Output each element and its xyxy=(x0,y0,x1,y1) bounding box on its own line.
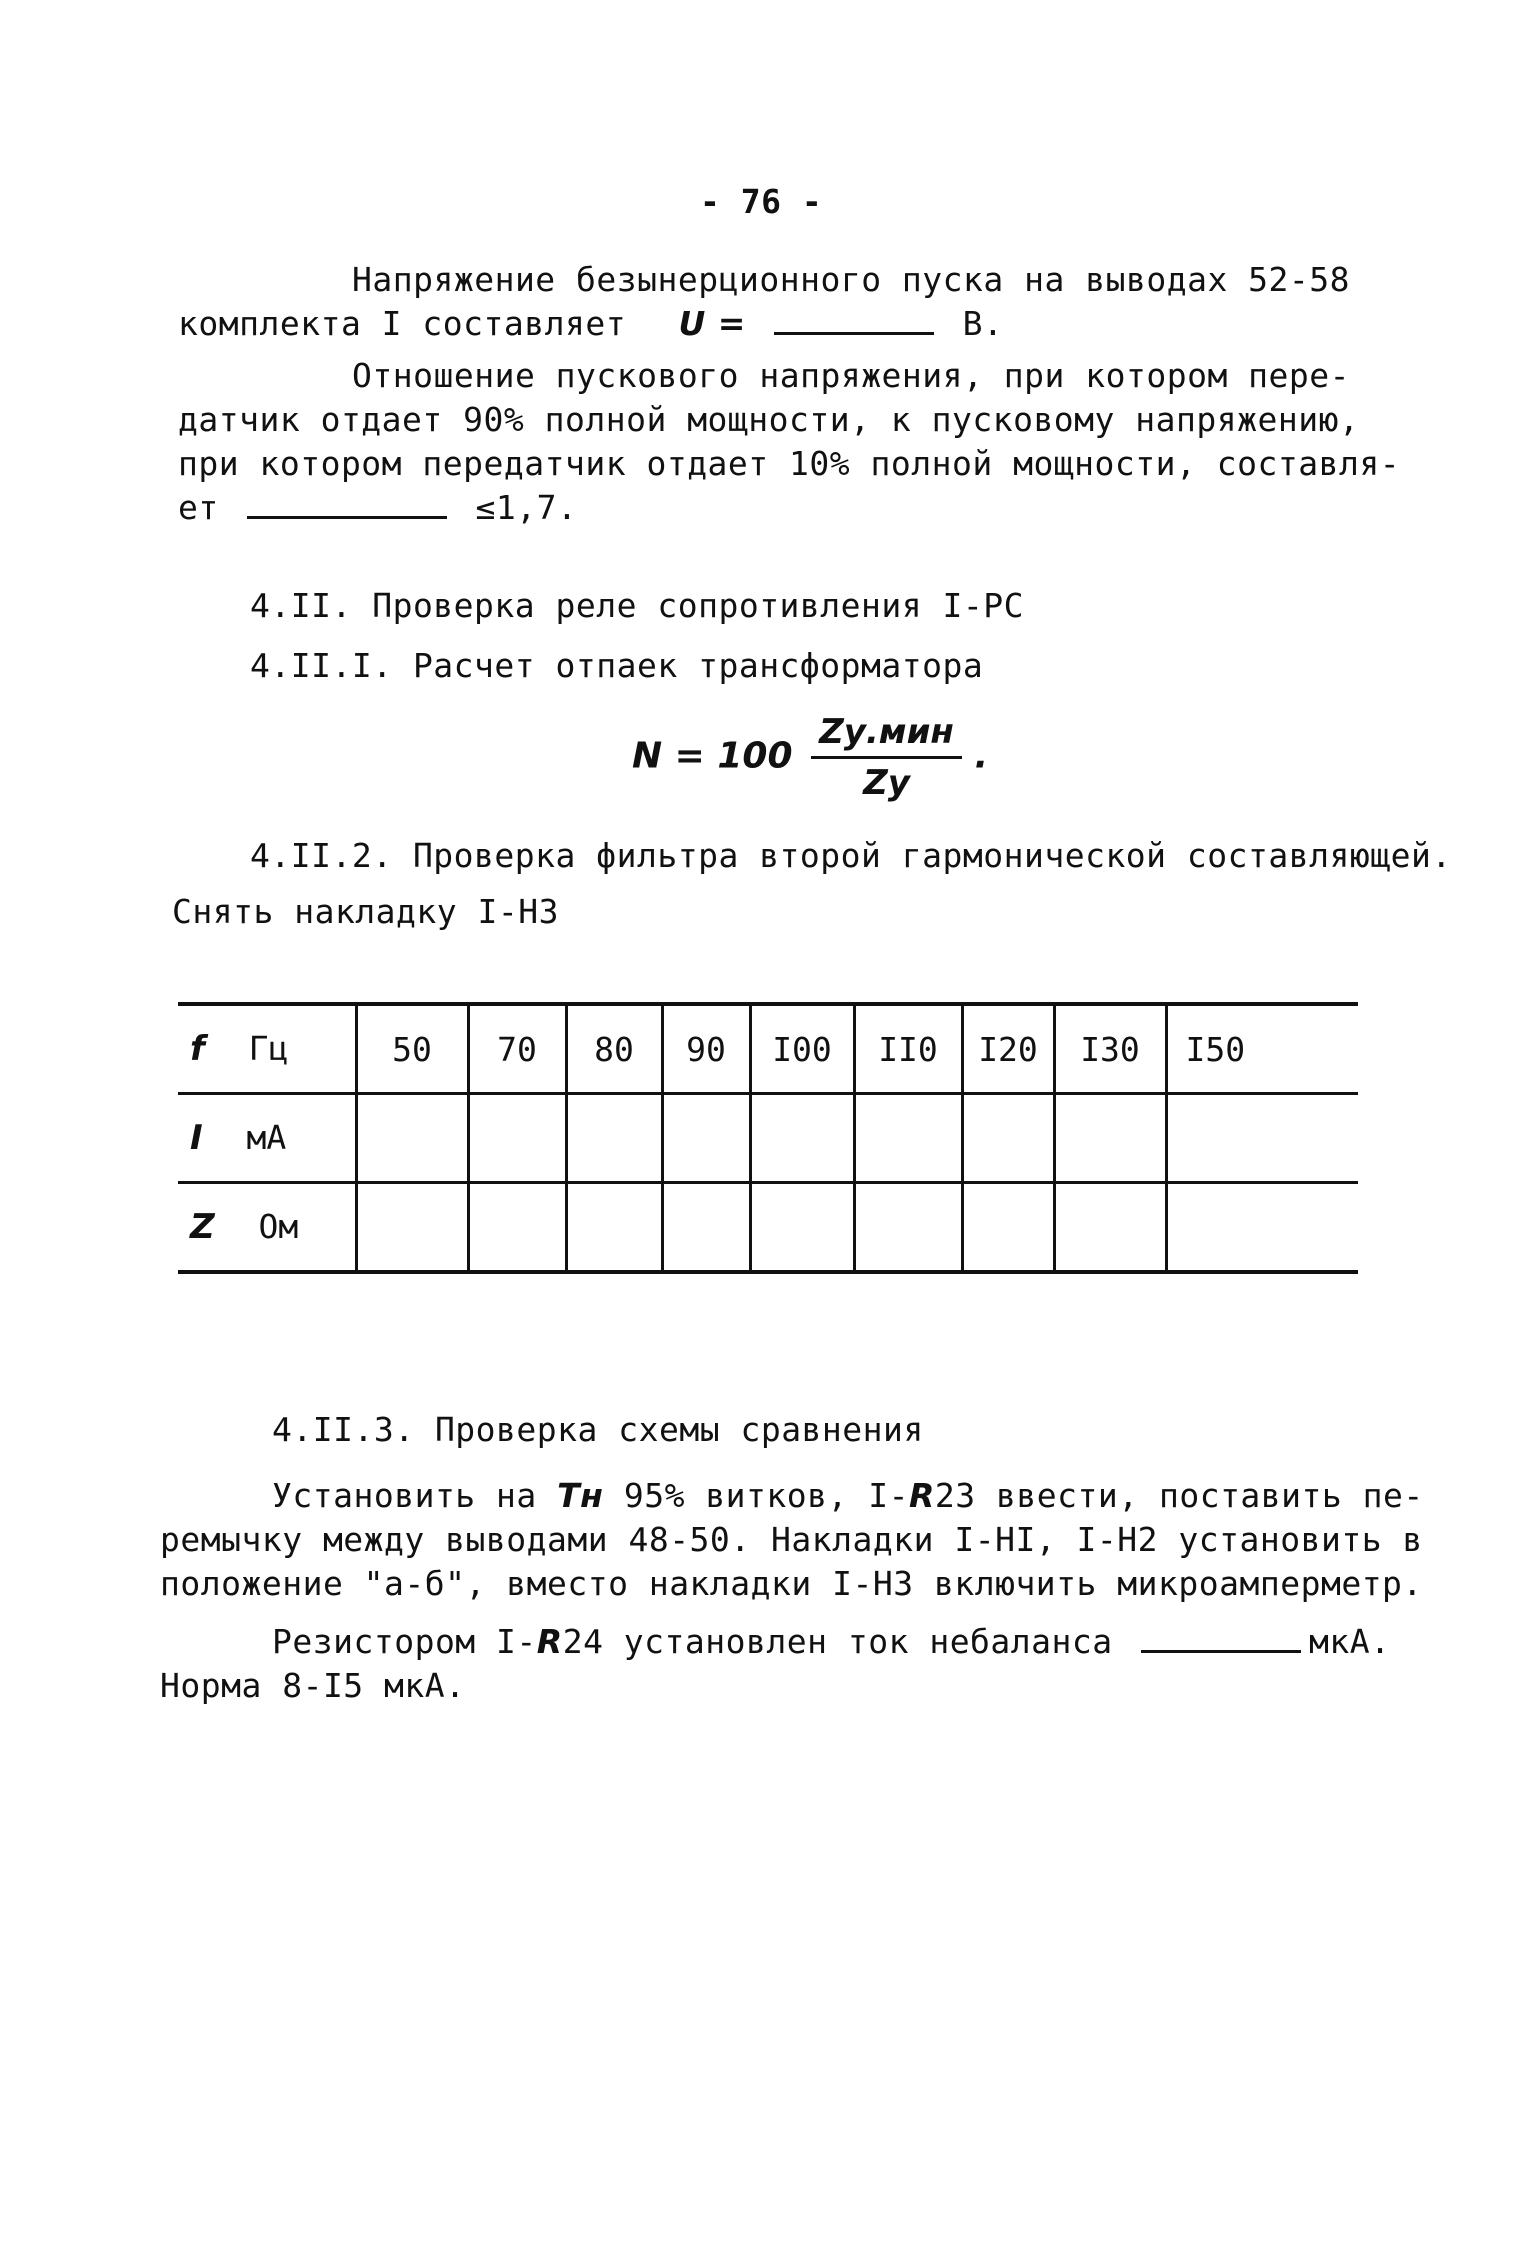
formula-lhs: N = 100 xyxy=(632,735,793,777)
paragraph-2-tail: ет xyxy=(178,488,219,527)
frequency-cell: I50 xyxy=(1166,1004,1358,1094)
frequency-unit: Гц xyxy=(248,1029,289,1068)
impedance-symbol: Z xyxy=(190,1207,215,1247)
current-symbol: I xyxy=(190,1118,203,1158)
current-cell xyxy=(962,1094,1054,1183)
paragraph-2-line-1: Отношение пускового напряжения, при котором пере- xyxy=(352,356,1351,395)
formula-denominator: Zу xyxy=(863,763,910,803)
frequency-cell: 50 xyxy=(356,1004,468,1094)
impedance-cell xyxy=(1166,1183,1358,1273)
section-4-11-1-heading: 4.II.I. Расчет отпаек трансформатора xyxy=(250,646,984,685)
page-number: - 76 - xyxy=(700,182,823,221)
ratio-limit: ≤1,7. xyxy=(475,488,578,527)
paragraph-1-line-1: Напряжение безынерционного пуска на выводах 52-58 xyxy=(352,260,1351,299)
frequency-symbol: f xyxy=(190,1029,205,1069)
formula-numerator: Zу.мин xyxy=(811,712,962,759)
frequency-header-cell xyxy=(178,1004,356,1094)
frequency-cell: I20 xyxy=(962,1004,1054,1094)
paragraph-4-text-a: Резистором I- xyxy=(272,1622,537,1661)
current-cell xyxy=(356,1094,468,1183)
impedance-cell xyxy=(962,1183,1054,1273)
frequency-cell: I00 xyxy=(750,1004,854,1094)
frequency-cell: II0 xyxy=(854,1004,962,1094)
section-4-11-3-heading: 4.II.3. Проверка схемы сравнения xyxy=(272,1410,924,1449)
current-cell xyxy=(662,1094,750,1183)
section-4-11-heading: 4.II. Проверка реле сопротивления I-РС xyxy=(250,586,1024,625)
voltage-unit: В. xyxy=(962,304,1004,343)
resistor-24-variable: R xyxy=(536,1622,563,1661)
paragraph-1-line-2 xyxy=(178,302,1003,346)
ratio-blank xyxy=(247,486,447,519)
paragraph-4-line-1 xyxy=(272,1620,1391,1664)
current-row xyxy=(178,1094,1358,1183)
paragraph-3-line-1 xyxy=(272,1474,1424,1518)
current-cell xyxy=(1054,1094,1166,1183)
current-cell xyxy=(1166,1094,1358,1183)
section-4-11-2-line-1: 4.II.2. Проверка фильтра второй гармонической составляющей. xyxy=(250,836,1452,875)
paragraph-3-line-2: ремычку между выводами 48-50. Накладки I-НI, I-Н2 установить в xyxy=(160,1520,1423,1559)
impedance-cell xyxy=(854,1183,962,1273)
impedance-cell xyxy=(356,1183,468,1273)
frequency-table xyxy=(178,1002,1358,1274)
resistor-variable: R xyxy=(909,1476,935,1515)
section-4-11-2-line-2: Снять накладку I-НЗ xyxy=(172,892,559,931)
current-cell xyxy=(468,1094,566,1183)
impedance-unit: Ом xyxy=(258,1207,299,1246)
tap-formula xyxy=(632,712,988,803)
frequency-cell: I30 xyxy=(1054,1004,1166,1094)
current-cell xyxy=(750,1094,854,1183)
impedance-cell xyxy=(1054,1183,1166,1273)
frequency-cell: 80 xyxy=(566,1004,662,1094)
paragraph-4-line-2: Норма 8-I5 мкА. xyxy=(160,1666,466,1705)
impedance-cell xyxy=(750,1183,854,1273)
paragraph-2-line-2: датчик отдает 90% полной мощности, к пусковому напряжению, xyxy=(178,400,1360,439)
paragraph-4-unit: мкА. xyxy=(1309,1622,1391,1661)
paragraph-4-text-b: 24 установлен ток небаланса xyxy=(562,1622,1113,1661)
unbalance-current-blank xyxy=(1141,1620,1301,1653)
paragraph-3-text-c: 23 ввести, поставить пе- xyxy=(934,1476,1424,1515)
impedance-cell xyxy=(566,1183,662,1273)
formula-tail: . xyxy=(974,735,989,777)
paragraph-2-line-4 xyxy=(178,486,577,530)
current-cell xyxy=(854,1094,962,1183)
paragraph-3-text-a: Установить на xyxy=(272,1476,537,1515)
impedance-cell xyxy=(468,1183,566,1273)
paragraph-3-text-b: 95% витков, I- xyxy=(623,1476,909,1515)
impedance-header-cell xyxy=(178,1183,356,1273)
paragraph-1-text: комплекта I составляет xyxy=(178,304,627,343)
current-header-cell xyxy=(178,1094,356,1183)
formula-fraction xyxy=(811,712,962,803)
current-unit: мА xyxy=(246,1118,287,1157)
paragraph-2-line-3: при котором передатчик отдает 10% полной мощности, составля- xyxy=(178,444,1401,483)
impedance-row xyxy=(178,1183,1358,1273)
frequency-cell: 70 xyxy=(468,1004,566,1094)
transformer-variable: Тн xyxy=(557,1476,604,1515)
impedance-cell xyxy=(662,1183,750,1273)
voltage-blank xyxy=(774,302,934,335)
paragraph-3-line-3: положение "а-б", вместо накладки I-НЗ включить микроамперметр. xyxy=(160,1564,1423,1603)
voltage-variable: U = xyxy=(678,304,746,343)
frequency-cell: 90 xyxy=(662,1004,750,1094)
frequency-row xyxy=(178,1004,1358,1094)
current-cell xyxy=(566,1094,662,1183)
